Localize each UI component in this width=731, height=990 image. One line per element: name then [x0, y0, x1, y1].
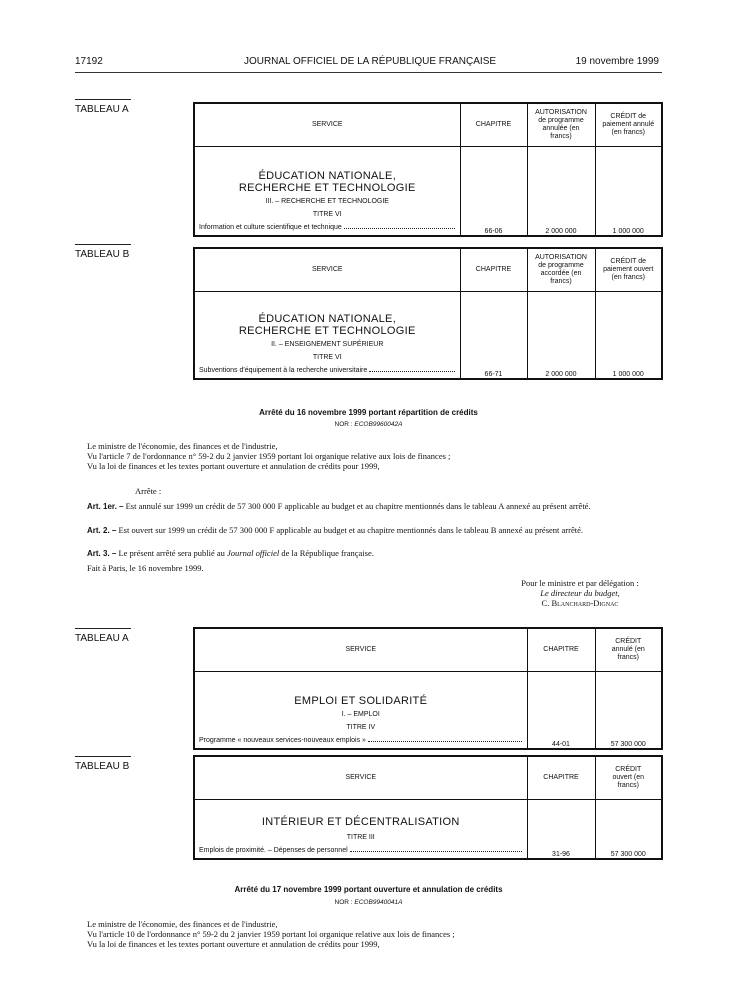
arrete-title: Arrêté du 17 novembre 1999 portant ouverture et annulation de crédits — [234, 885, 503, 894]
signature-role: Le directeur du budget, — [540, 588, 620, 598]
table-tableau-b-education — [193, 247, 663, 380]
article-text: Le présent arrêté sera publié au — [118, 548, 225, 558]
line-item — [195, 841, 527, 858]
column-header-autorisation: AUTORISATION de programme accordée (en francs) — [527, 248, 595, 292]
table-header-row — [194, 248, 662, 292]
line-item — [195, 731, 527, 748]
credit-value: 57 300 000 — [595, 672, 662, 750]
column-header-chapitre: CHAPITRE — [460, 103, 527, 147]
chapitre-value: 44-01 — [527, 672, 595, 750]
column-header-credit: CRÉDIT ouvert (en francs) — [595, 756, 662, 800]
signature-delegation: Pour le ministre et par délégation : — [521, 578, 639, 588]
article-1 — [75, 501, 662, 512]
visa-line: Vu la loi de finances et les textes portant ouverture et annulation de crédits pour 1999, — [87, 939, 380, 949]
nor-code: ECOB9960042A — [354, 421, 403, 428]
column-header-credit: CRÉDIT de paiement ouvert (en francs) — [595, 248, 662, 292]
section-title: III. – RECHERCHE ET TECHNOLOGIE — [265, 198, 389, 205]
table-label: TABLEAU A — [75, 628, 131, 645]
ministry-name-line2: RECHERCHE ET TECHNOLOGIE — [238, 325, 416, 337]
column-header-chapitre: CHAPITRE — [460, 248, 527, 292]
line-item — [195, 218, 460, 235]
visa-line: Vu l'article 10 de l'ordonnance n° 59-2 du 2 janvier 1959 portant loi organique relative aux lois de finances ; — [87, 929, 455, 939]
nor-reference — [75, 899, 662, 906]
service-cell — [194, 672, 527, 750]
leader-dots — [369, 371, 454, 372]
article-2 — [75, 525, 662, 536]
table-header-row — [194, 628, 662, 672]
column-header-autorisation: AUTORISATION de programme annulée (en francs) — [527, 103, 595, 147]
titre-label: TITRE VI — [312, 354, 342, 361]
titre-label: TITRE IV — [346, 724, 376, 731]
article-label: Art. 1er. – — [87, 502, 124, 511]
table-tableau-b-interieur — [193, 755, 663, 860]
ministry-name: EMPLOI ET SOLIDARITÉ — [294, 695, 428, 707]
credit-value: 57 300 000 — [595, 800, 662, 860]
column-header-service: SERVICE — [194, 628, 527, 672]
visa-block — [75, 441, 662, 471]
column-header-chapitre: CHAPITRE — [527, 756, 595, 800]
table-header-row — [194, 103, 662, 147]
credit-value: 1 000 000 — [595, 292, 662, 380]
article-3 — [75, 548, 662, 559]
article-text: Est ouvert sur 1999 un crédit de 57 300 000 F applicable au budget et au chapitre mentionnés dans le tableau B annexé au présent arrêté. — [118, 525, 583, 535]
column-header-credit: CRÉDIT annulé (en francs) — [595, 628, 662, 672]
credit-value: 1 000 000 — [595, 147, 662, 237]
journal-name: Journal officiel — [227, 548, 280, 558]
column-header-credit: CRÉDIT de paiement annulé (en francs) — [595, 103, 662, 147]
ministry-name: ÉDUCATION NATIONALE, — [258, 313, 397, 325]
autorisation-value: 2 000 000 — [527, 292, 595, 380]
signature-block — [480, 578, 680, 608]
visa-line: Vu l'article 7 de l'ordonnance n° 59-2 du 2 janvier 1959 portant loi organique relative aux lois de finances ; — [87, 451, 451, 461]
service-cell — [194, 800, 527, 860]
page-number: 17192 — [75, 56, 103, 67]
visa-block — [75, 919, 662, 949]
table-header-row — [194, 756, 662, 800]
line-item-label: Subventions d'équipement à la recherche universitaire — [199, 367, 368, 374]
table-row — [194, 672, 662, 750]
chapitre-value: 66-06 — [460, 147, 527, 237]
column-header-service: SERVICE — [194, 756, 527, 800]
section-title: II. – ENSEIGNEMENT SUPÉRIEUR — [271, 341, 384, 348]
table-label: TABLEAU B — [75, 756, 131, 773]
visa-line: Le ministre de l'économie, des finances et de l'industrie, — [87, 919, 278, 929]
section-title: I. – EMPLOI — [341, 711, 380, 718]
arrete-title: Arrêté du 16 novembre 1999 portant répartition de crédits — [259, 408, 478, 417]
nor-prefix: NOR : — [334, 421, 353, 428]
nor-reference — [75, 421, 662, 428]
nor-code: ECOB9940041A — [354, 899, 403, 906]
table-row — [194, 800, 662, 860]
article-text-end: de la République française. — [281, 548, 374, 558]
chapitre-value: 31-96 — [527, 800, 595, 860]
leader-dots — [368, 741, 522, 742]
titre-label: TITRE III — [346, 834, 375, 841]
ministry-name: INTÉRIEUR ET DÉCENTRALISATION — [261, 816, 460, 828]
line-item-label: Information et culture scientifique et technique — [199, 224, 342, 231]
line-item-label: Programme « nouveaux services-nouveaux emplois » — [199, 737, 366, 744]
signature-name: C. Blanchard-Dignac — [541, 598, 619, 608]
autorisation-value: 2 000 000 — [527, 147, 595, 237]
nor-prefix: NOR : — [334, 899, 353, 906]
line-item-label: Emplois de proximité. – Dépenses de personnel — [199, 847, 348, 854]
header-rule — [75, 72, 662, 73]
leader-dots — [350, 851, 522, 852]
service-cell — [194, 147, 460, 237]
chapitre-value: 66-71 — [460, 292, 527, 380]
line-item — [195, 361, 460, 378]
table-tableau-a-emploi — [193, 627, 663, 750]
article-text: Est annulé sur 1999 un crédit de 57 300 000 F applicable au budget et au chapitre mentionnés dans le tableau A annexé au présent arrêté. — [125, 501, 591, 511]
leader-dots — [344, 228, 455, 229]
column-header-service: SERVICE — [194, 248, 460, 292]
visa-line: Le ministre de l'économie, des finances et de l'industrie, — [87, 441, 278, 451]
page-date: 19 novembre 1999 — [575, 56, 659, 67]
article-label: Art. 3. – — [87, 549, 117, 558]
ministry-name: ÉDUCATION NATIONALE, — [258, 170, 397, 182]
table-tableau-a-education — [193, 102, 663, 237]
table-row — [194, 292, 662, 380]
column-header-chapitre: CHAPITRE — [527, 628, 595, 672]
journal-title: JOURNAL OFFICIEL DE LA RÉPUBLIQUE FRANÇAISE — [243, 56, 497, 67]
service-cell — [194, 292, 460, 380]
table-label: TABLEAU A — [75, 99, 131, 116]
titre-label: TITRE VI — [312, 211, 342, 218]
table-label: TABLEAU B — [75, 244, 131, 261]
article-label: Art. 2. – — [87, 526, 117, 535]
column-header-service: SERVICE — [194, 103, 460, 147]
visa-line: Vu la loi de finances et les textes portant ouverture et annulation de crédits pour 1999, — [87, 461, 380, 471]
table-row — [194, 147, 662, 237]
fait-a-paris: Fait à Paris, le 16 novembre 1999. — [87, 563, 204, 573]
arrete-word: Arrête : — [135, 486, 162, 496]
ministry-name-line2: RECHERCHE ET TECHNOLOGIE — [238, 182, 416, 194]
